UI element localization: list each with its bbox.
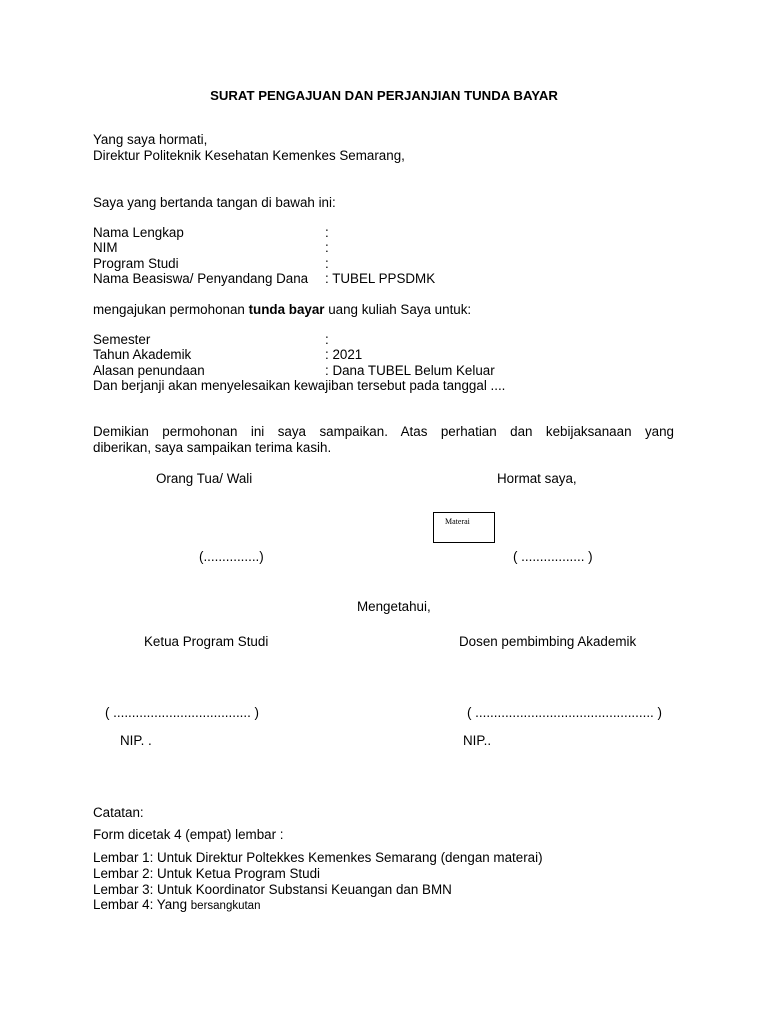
dosen-nip: NIP.. bbox=[463, 733, 492, 748]
identity-label-prodi: Program Studi bbox=[93, 256, 179, 271]
notes-sheet-2: Lembar 2: Untuk Ketua Program Studi bbox=[93, 866, 321, 881]
kaprodi-label: Ketua Program Studi bbox=[144, 634, 269, 649]
identity-value-nim: : bbox=[325, 240, 329, 255]
detail-value-year: : 2021 bbox=[325, 347, 363, 362]
notes-heading: Catatan: bbox=[93, 805, 144, 820]
notes-sheet-4-main: Lembar 4: Yang bbox=[93, 897, 191, 912]
promise-text: Dan berjanji akan menyelesaikan kewajiban tersebut pada tanggal .... bbox=[93, 378, 506, 393]
notes-sheet-4 bbox=[93, 897, 260, 914]
salutation-line1: Yang saya hormati, bbox=[93, 132, 208, 147]
detail-label-reason: Alasan penundaan bbox=[93, 363, 205, 378]
materai-label: Materai bbox=[445, 517, 470, 526]
identity-label-name: Nama Lengkap bbox=[93, 225, 184, 240]
intro-text: Saya yang bertanda tangan di bawah ini: bbox=[93, 195, 336, 210]
self-signature-label: Hormat saya, bbox=[497, 471, 577, 486]
dosen-label: Dosen pembimbing Akademik bbox=[459, 634, 637, 649]
parent-signature-label: Orang Tua/ Wali bbox=[156, 471, 253, 486]
notes-sheet-4-small: bersangkutan bbox=[190, 900, 261, 912]
salutation-line2: Direktur Politeknik Kesehatan Kemenkes Semarang, bbox=[93, 148, 405, 163]
document-title: SURAT PENGAJUAN DAN PERJANJIAN TUNDA BAYAR bbox=[210, 88, 558, 103]
request-prefix: mengajukan permohonan bbox=[93, 302, 249, 317]
identity-label-nim: NIM bbox=[93, 240, 118, 255]
self-signature-blank: ( ................. ) bbox=[513, 549, 593, 564]
detail-label-semester: Semester bbox=[93, 332, 151, 347]
detail-value-semester: : bbox=[325, 332, 329, 347]
notes-sheet-3: Lembar 3: Untuk Koordinator Substansi Keuangan dan BMN bbox=[93, 882, 452, 897]
kaprodi-signature-blank: ( ..................................... ) bbox=[105, 705, 260, 720]
identity-value-prodi: : bbox=[325, 256, 329, 271]
notes-form-info: Form dicetak 4 (empat) lembar : bbox=[93, 827, 284, 842]
closing-line1: Demikian permohonan ini saya sampaikan. Atas perhatian dan kebijaksanaan yang bbox=[93, 424, 674, 439]
parent-signature-blank: (...............) bbox=[199, 549, 264, 564]
identity-value-sponsor: : TUBEL PPSDMK bbox=[325, 271, 436, 286]
closing-line2: diberikan, saya sampaikan terima kasih. bbox=[93, 440, 332, 455]
detail-label-year: Tahun Akademik bbox=[93, 347, 192, 362]
request-suffix: uang kuliah Saya untuk: bbox=[324, 302, 472, 317]
request-bold: tunda bayar bbox=[248, 302, 325, 317]
dosen-signature-blank: ( ................................................ ) bbox=[467, 705, 662, 720]
notes-sheet-1: Lembar 1: Untuk Direktur Poltekkes Kemenkes Semarang (dengan materai) bbox=[93, 850, 543, 865]
acknowledged-label: Mengetahui, bbox=[357, 599, 431, 614]
identity-value-name: : bbox=[325, 225, 329, 240]
kaprodi-nip: NIP. . bbox=[120, 733, 152, 748]
identity-label-sponsor: Nama Beasiswa/ Penyandang Dana bbox=[93, 271, 309, 286]
request-text bbox=[93, 302, 471, 318]
materai-box bbox=[433, 512, 495, 543]
detail-value-reason: : Dana TUBEL Belum Keluar bbox=[325, 363, 495, 378]
